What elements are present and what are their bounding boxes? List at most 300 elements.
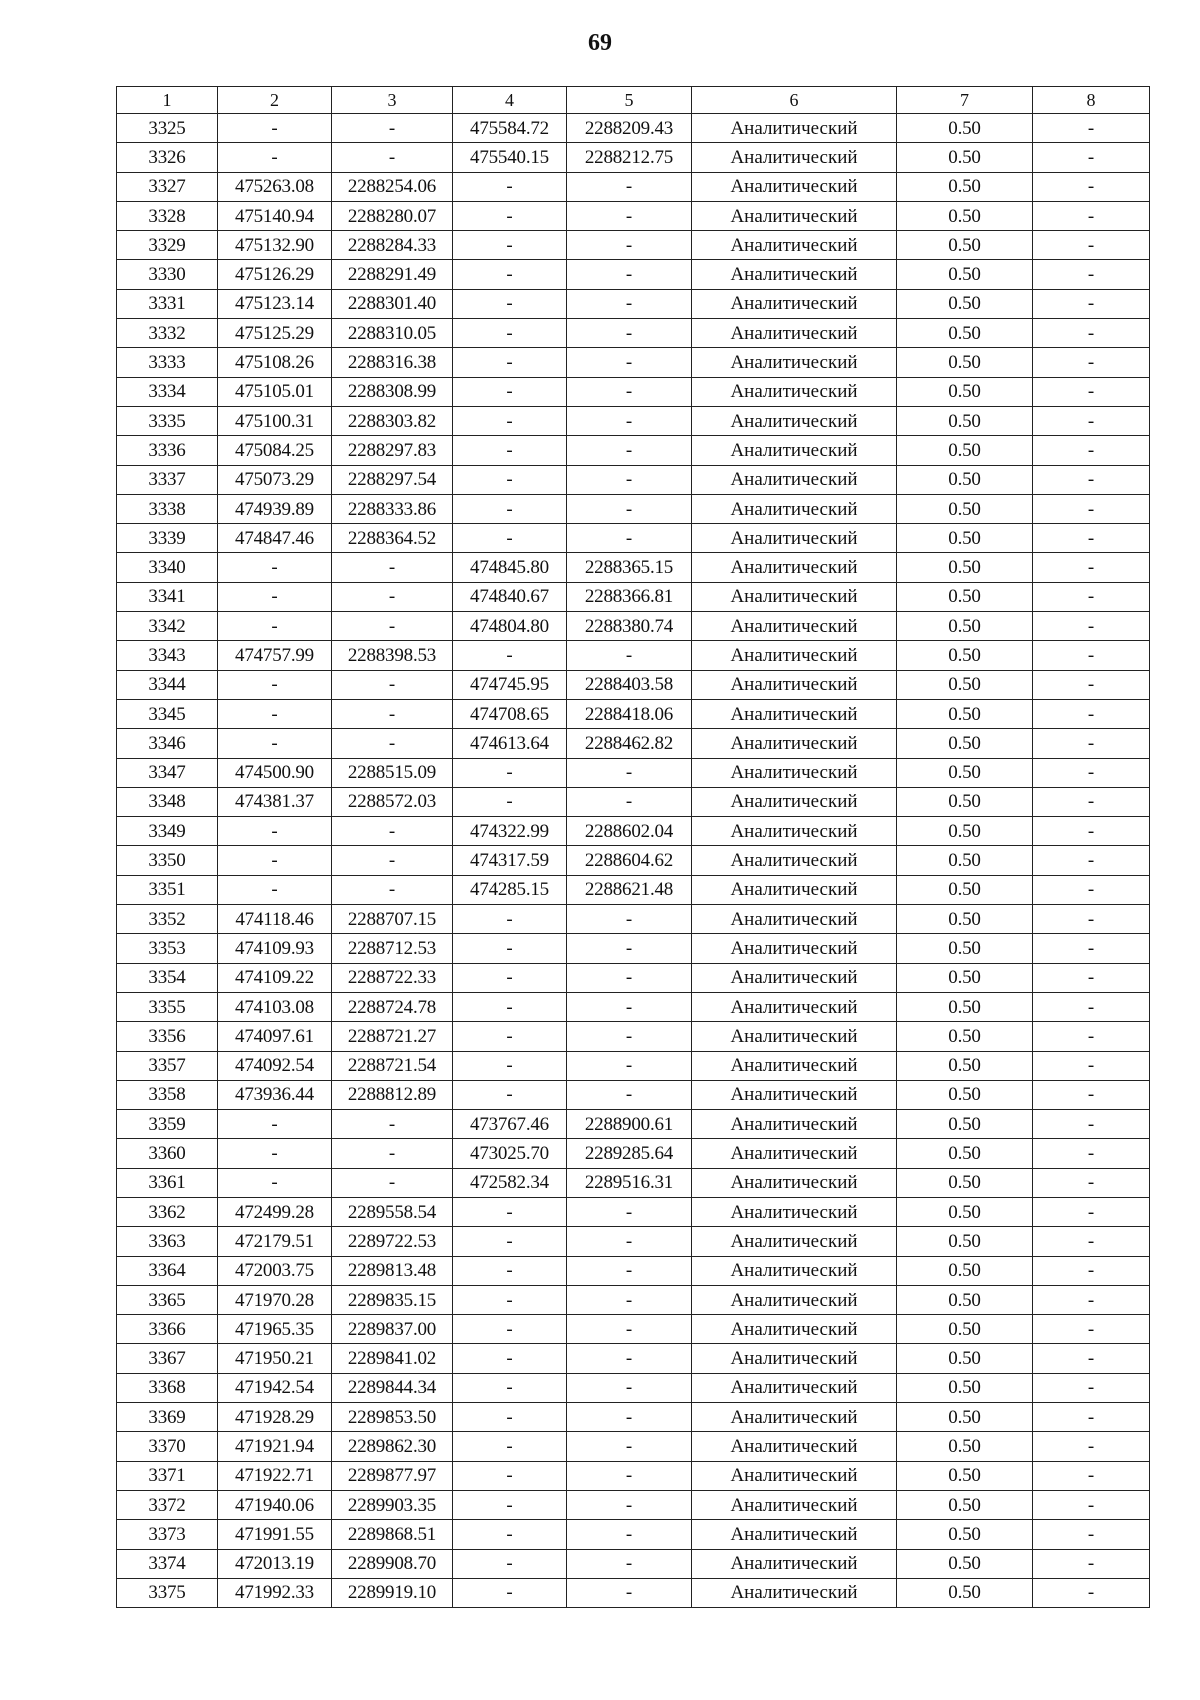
table-cell: 0.50 bbox=[897, 1022, 1033, 1051]
table-cell: 2288604.62 bbox=[567, 846, 692, 875]
table-cell: - bbox=[218, 143, 332, 172]
table-cell: 2288462.82 bbox=[567, 729, 692, 758]
table-cell: 3364 bbox=[117, 1256, 218, 1285]
table-cell: - bbox=[453, 1022, 567, 1051]
table-cell: 3326 bbox=[117, 143, 218, 172]
table-cell: 2288602.04 bbox=[567, 817, 692, 846]
table-cell: 0.50 bbox=[897, 699, 1033, 728]
table-cell: Аналитический bbox=[692, 1578, 897, 1607]
table-cell: 473767.46 bbox=[453, 1110, 567, 1139]
table-cell: - bbox=[1033, 1315, 1150, 1344]
table-cell: 3368 bbox=[117, 1373, 218, 1402]
table-cell: Аналитический bbox=[692, 758, 897, 787]
table-cell: Аналитический bbox=[692, 1403, 897, 1432]
table-cell: - bbox=[453, 758, 567, 787]
table-cell: 0.50 bbox=[897, 1432, 1033, 1461]
table-cell: Аналитический bbox=[692, 201, 897, 230]
table-cell: 3374 bbox=[117, 1549, 218, 1578]
table-cell: Аналитический bbox=[692, 817, 897, 846]
table-cell: - bbox=[218, 1110, 332, 1139]
table-cell: 2288284.33 bbox=[332, 231, 453, 260]
table-cell: - bbox=[567, 289, 692, 318]
table-cell: - bbox=[1033, 465, 1150, 494]
table-cell: 472499.28 bbox=[218, 1197, 332, 1226]
table-cell: 474613.64 bbox=[453, 729, 567, 758]
table-cell: Аналитический bbox=[692, 406, 897, 435]
table-cell: - bbox=[453, 1403, 567, 1432]
table-row bbox=[117, 494, 1150, 523]
table-cell: - bbox=[567, 1285, 692, 1314]
table-cell: 2288364.52 bbox=[332, 524, 453, 553]
table-cell: - bbox=[1033, 1578, 1150, 1607]
table-cell: 2288365.15 bbox=[567, 553, 692, 582]
table-cell: - bbox=[567, 1403, 692, 1432]
table-cell: - bbox=[567, 377, 692, 406]
table-cell: Аналитический bbox=[692, 1051, 897, 1080]
table-cell: 0.50 bbox=[897, 494, 1033, 523]
table-cell: 2288291.49 bbox=[332, 260, 453, 289]
table-cell: 3372 bbox=[117, 1490, 218, 1519]
table-cell: 0.50 bbox=[897, 641, 1033, 670]
table-cell: - bbox=[567, 1520, 692, 1549]
table-row bbox=[117, 1373, 1150, 1402]
table-cell: 2289862.30 bbox=[332, 1432, 453, 1461]
table-cell: Аналитический bbox=[692, 231, 897, 260]
table-cell: - bbox=[332, 875, 453, 904]
table-cell: - bbox=[453, 787, 567, 816]
table-cell: Аналитический bbox=[692, 1256, 897, 1285]
page-number: 69 bbox=[588, 30, 612, 56]
table-cell: Аналитический bbox=[692, 875, 897, 904]
table-cell: 3353 bbox=[117, 934, 218, 963]
table-cell: 3373 bbox=[117, 1520, 218, 1549]
table-cell: Аналитический bbox=[692, 1490, 897, 1519]
table-cell: Аналитический bbox=[692, 377, 897, 406]
table-cell: 0.50 bbox=[897, 348, 1033, 377]
table-cell: 2289877.97 bbox=[332, 1461, 453, 1490]
table-row bbox=[117, 1315, 1150, 1344]
table-cell: - bbox=[1033, 612, 1150, 641]
table-cell: - bbox=[453, 1256, 567, 1285]
table-cell: 474847.46 bbox=[218, 524, 332, 553]
table-row bbox=[117, 260, 1150, 289]
table-cell: - bbox=[1033, 231, 1150, 260]
table-cell: 0.50 bbox=[897, 1110, 1033, 1139]
table-cell: 2288724.78 bbox=[332, 992, 453, 1021]
table-cell: - bbox=[332, 1168, 453, 1197]
table-cell: 3349 bbox=[117, 817, 218, 846]
table-cell: 3350 bbox=[117, 846, 218, 875]
table-row bbox=[117, 553, 1150, 582]
table-cell: 471922.71 bbox=[218, 1461, 332, 1490]
table-cell: 472582.34 bbox=[453, 1168, 567, 1197]
table-row bbox=[117, 524, 1150, 553]
table-cell: 0.50 bbox=[897, 1168, 1033, 1197]
table-cell: - bbox=[453, 1578, 567, 1607]
table-cell: 3366 bbox=[117, 1315, 218, 1344]
table-cell: 474118.46 bbox=[218, 905, 332, 934]
table-cell: - bbox=[567, 436, 692, 465]
table-cell: 2289903.35 bbox=[332, 1490, 453, 1519]
table-cell: - bbox=[218, 612, 332, 641]
table-cell: - bbox=[218, 846, 332, 875]
table-cell: 474845.80 bbox=[453, 553, 567, 582]
table-cell: - bbox=[453, 1490, 567, 1519]
table-cell: - bbox=[332, 846, 453, 875]
table-row bbox=[117, 729, 1150, 758]
table-cell: 0.50 bbox=[897, 553, 1033, 582]
table-cell: 2288398.53 bbox=[332, 641, 453, 670]
table-cell: 0.50 bbox=[897, 729, 1033, 758]
table-cell: 475126.29 bbox=[218, 260, 332, 289]
table-row bbox=[117, 1080, 1150, 1109]
table-cell: - bbox=[1033, 1022, 1150, 1051]
table-cell: 474109.93 bbox=[218, 934, 332, 963]
table-cell: 2288721.54 bbox=[332, 1051, 453, 1080]
table-cell: 3346 bbox=[117, 729, 218, 758]
table-cell: 471921.94 bbox=[218, 1432, 332, 1461]
table-cell: Аналитический bbox=[692, 787, 897, 816]
table-cell: 475263.08 bbox=[218, 172, 332, 201]
table-cell: 0.50 bbox=[897, 1373, 1033, 1402]
table-cell: - bbox=[218, 582, 332, 611]
table-cell: 3359 bbox=[117, 1110, 218, 1139]
table-cell: - bbox=[218, 729, 332, 758]
table-cell: 0.50 bbox=[897, 1520, 1033, 1549]
table-cell: Аналитический bbox=[692, 114, 897, 143]
table-cell: - bbox=[567, 465, 692, 494]
table-cell: 0.50 bbox=[897, 201, 1033, 230]
table-cell: 3335 bbox=[117, 406, 218, 435]
table-cell: Аналитический bbox=[692, 289, 897, 318]
table-cell: 3370 bbox=[117, 1432, 218, 1461]
table-cell: Аналитический bbox=[692, 1373, 897, 1402]
table-cell: - bbox=[453, 1080, 567, 1109]
table-cell: 3371 bbox=[117, 1461, 218, 1490]
table-cell: 474097.61 bbox=[218, 1022, 332, 1051]
table-cell: 0.50 bbox=[897, 963, 1033, 992]
table-cell: 2288722.33 bbox=[332, 963, 453, 992]
table-cell: 3340 bbox=[117, 553, 218, 582]
table-cell: 474103.08 bbox=[218, 992, 332, 1021]
table-row bbox=[117, 963, 1150, 992]
table-cell: 2288333.86 bbox=[332, 494, 453, 523]
table-cell: - bbox=[1033, 1373, 1150, 1402]
column-header: 7 bbox=[897, 87, 1033, 114]
table-cell: 471991.55 bbox=[218, 1520, 332, 1549]
table-cell: Аналитический bbox=[692, 992, 897, 1021]
table-cell: - bbox=[1033, 1520, 1150, 1549]
table-cell: 475084.25 bbox=[218, 436, 332, 465]
table-cell: 2288403.58 bbox=[567, 670, 692, 699]
table-cell: - bbox=[1033, 846, 1150, 875]
table-row bbox=[117, 1432, 1150, 1461]
table-cell: Аналитический bbox=[692, 641, 897, 670]
table-cell: Аналитический bbox=[692, 1461, 897, 1490]
table-cell: 475132.90 bbox=[218, 231, 332, 260]
table-cell: 3339 bbox=[117, 524, 218, 553]
table-cell: 0.50 bbox=[897, 377, 1033, 406]
table-cell: - bbox=[218, 114, 332, 143]
table-body bbox=[117, 114, 1150, 1608]
table-cell: - bbox=[332, 114, 453, 143]
table-cell: - bbox=[1033, 319, 1150, 348]
table-cell: - bbox=[567, 905, 692, 934]
table-cell: - bbox=[567, 260, 692, 289]
table-cell: - bbox=[1033, 114, 1150, 143]
table-cell: 0.50 bbox=[897, 114, 1033, 143]
table-cell: - bbox=[567, 172, 692, 201]
table-cell: 2288721.27 bbox=[332, 1022, 453, 1051]
table-cell: - bbox=[1033, 787, 1150, 816]
table-cell: - bbox=[1033, 758, 1150, 787]
table-cell: - bbox=[453, 377, 567, 406]
table-cell: 475540.15 bbox=[453, 143, 567, 172]
table-cell: 474745.95 bbox=[453, 670, 567, 699]
table-row bbox=[117, 1490, 1150, 1519]
table-row bbox=[117, 1022, 1150, 1051]
table-cell: 474804.80 bbox=[453, 612, 567, 641]
table-cell: - bbox=[218, 875, 332, 904]
table-cell: - bbox=[567, 641, 692, 670]
table-cell: 471970.28 bbox=[218, 1285, 332, 1314]
table-row bbox=[117, 319, 1150, 348]
table-cell: Аналитический bbox=[692, 846, 897, 875]
table-row bbox=[117, 817, 1150, 846]
table-cell: - bbox=[567, 1490, 692, 1519]
table-cell: 3354 bbox=[117, 963, 218, 992]
table-cell: Аналитический bbox=[692, 436, 897, 465]
table-cell: 0.50 bbox=[897, 787, 1033, 816]
table-cell: - bbox=[567, 1373, 692, 1402]
table-cell: - bbox=[567, 1461, 692, 1490]
table-cell: 2288515.09 bbox=[332, 758, 453, 787]
table-cell: - bbox=[1033, 348, 1150, 377]
table-row bbox=[117, 377, 1150, 406]
table-cell: 475123.14 bbox=[218, 289, 332, 318]
table-cell: 0.50 bbox=[897, 1315, 1033, 1344]
table-cell: - bbox=[453, 1432, 567, 1461]
table-cell: 0.50 bbox=[897, 582, 1033, 611]
table-cell: 2288712.53 bbox=[332, 934, 453, 963]
table-cell: 0.50 bbox=[897, 1256, 1033, 1285]
table-cell: - bbox=[1033, 1051, 1150, 1080]
table-cell: - bbox=[1033, 1080, 1150, 1109]
table-cell: 2288310.05 bbox=[332, 319, 453, 348]
table-cell: 3348 bbox=[117, 787, 218, 816]
table-cell: - bbox=[1033, 817, 1150, 846]
table-cell: - bbox=[1033, 1432, 1150, 1461]
table-cell: 2288572.03 bbox=[332, 787, 453, 816]
table-cell: 2288707.15 bbox=[332, 905, 453, 934]
table-cell: Аналитический bbox=[692, 1549, 897, 1578]
table-cell: 0.50 bbox=[897, 319, 1033, 348]
table-row bbox=[117, 1520, 1150, 1549]
table-cell: 471940.06 bbox=[218, 1490, 332, 1519]
table-cell: 3344 bbox=[117, 670, 218, 699]
table-cell: 475108.26 bbox=[218, 348, 332, 377]
table-cell: 0.50 bbox=[897, 1344, 1033, 1373]
table-cell: 2288900.61 bbox=[567, 1110, 692, 1139]
table-cell: - bbox=[567, 1022, 692, 1051]
table-row bbox=[117, 143, 1150, 172]
table-cell: - bbox=[567, 992, 692, 1021]
table-cell: - bbox=[1033, 1139, 1150, 1168]
table-cell: 0.50 bbox=[897, 1403, 1033, 1432]
table-cell: - bbox=[453, 1227, 567, 1256]
table-cell: Аналитический bbox=[692, 1139, 897, 1168]
table-cell: 0.50 bbox=[897, 1549, 1033, 1578]
table-cell: - bbox=[1033, 992, 1150, 1021]
table-cell: 2289558.54 bbox=[332, 1197, 453, 1226]
table-cell: 2289837.00 bbox=[332, 1315, 453, 1344]
coordinate-table bbox=[116, 86, 1150, 1608]
table-cell: - bbox=[453, 260, 567, 289]
table-cell: 3332 bbox=[117, 319, 218, 348]
table-cell: Аналитический bbox=[692, 1432, 897, 1461]
table-cell: 2288418.06 bbox=[567, 699, 692, 728]
column-header: 1 bbox=[117, 87, 218, 114]
table-cell: 3325 bbox=[117, 114, 218, 143]
table-cell: - bbox=[567, 524, 692, 553]
table-cell: 475584.72 bbox=[453, 114, 567, 143]
column-header: 8 bbox=[1033, 87, 1150, 114]
table-cell: 0.50 bbox=[897, 465, 1033, 494]
table-cell: - bbox=[453, 289, 567, 318]
table-row bbox=[117, 231, 1150, 260]
table-cell: 2289919.10 bbox=[332, 1578, 453, 1607]
table-cell: - bbox=[1033, 1168, 1150, 1197]
table-cell: - bbox=[1033, 172, 1150, 201]
table-cell: - bbox=[453, 1520, 567, 1549]
table-cell: 3331 bbox=[117, 289, 218, 318]
table-cell: 3343 bbox=[117, 641, 218, 670]
table-cell: 0.50 bbox=[897, 1461, 1033, 1490]
table-cell: 474322.99 bbox=[453, 817, 567, 846]
table-cell: - bbox=[1033, 377, 1150, 406]
table-cell: - bbox=[567, 1080, 692, 1109]
table-row bbox=[117, 289, 1150, 318]
table-cell: 3337 bbox=[117, 465, 218, 494]
table-cell: Аналитический bbox=[692, 612, 897, 641]
table-cell: 2288301.40 bbox=[332, 289, 453, 318]
table-cell: - bbox=[1033, 1285, 1150, 1314]
table-row bbox=[117, 465, 1150, 494]
table-cell: 2289868.51 bbox=[332, 1520, 453, 1549]
table-cell: - bbox=[453, 1285, 567, 1314]
table-cell: 3328 bbox=[117, 201, 218, 230]
table-cell: - bbox=[1033, 875, 1150, 904]
table-cell: 3336 bbox=[117, 436, 218, 465]
table-cell: - bbox=[453, 1373, 567, 1402]
table-row bbox=[117, 1549, 1150, 1578]
table-cell: 0.50 bbox=[897, 1578, 1033, 1607]
table-cell: Аналитический bbox=[692, 1227, 897, 1256]
table-cell: - bbox=[453, 934, 567, 963]
table-row bbox=[117, 1578, 1150, 1607]
table-row bbox=[117, 1227, 1150, 1256]
table-cell: Аналитический bbox=[692, 319, 897, 348]
table-cell: 3330 bbox=[117, 260, 218, 289]
table-cell: - bbox=[567, 934, 692, 963]
table-cell: - bbox=[1033, 1256, 1150, 1285]
table-cell: - bbox=[332, 553, 453, 582]
table-cell: - bbox=[567, 1344, 692, 1373]
table-cell: 0.50 bbox=[897, 406, 1033, 435]
table-cell: - bbox=[218, 670, 332, 699]
table-cell: - bbox=[1033, 582, 1150, 611]
table-cell: Аналитический bbox=[692, 963, 897, 992]
table-cell: 3334 bbox=[117, 377, 218, 406]
table-cell: - bbox=[567, 1578, 692, 1607]
table-row bbox=[117, 172, 1150, 201]
table-cell: Аналитический bbox=[692, 670, 897, 699]
table-cell: - bbox=[567, 963, 692, 992]
table-cell: Аналитический bbox=[692, 1344, 897, 1373]
table-cell: - bbox=[567, 348, 692, 377]
table-row bbox=[117, 114, 1150, 143]
table-row bbox=[117, 905, 1150, 934]
table-cell: 471965.35 bbox=[218, 1315, 332, 1344]
table-row bbox=[117, 1285, 1150, 1314]
table-cell: - bbox=[567, 201, 692, 230]
table-cell: 3329 bbox=[117, 231, 218, 260]
table-row bbox=[117, 1110, 1150, 1139]
table-cell: - bbox=[218, 699, 332, 728]
table-cell: 475100.31 bbox=[218, 406, 332, 435]
table-row bbox=[117, 934, 1150, 963]
table-cell: - bbox=[453, 201, 567, 230]
table-cell: 474939.89 bbox=[218, 494, 332, 523]
table-cell: 0.50 bbox=[897, 289, 1033, 318]
table-cell: - bbox=[453, 319, 567, 348]
table-cell: - bbox=[567, 1227, 692, 1256]
table-cell: 0.50 bbox=[897, 524, 1033, 553]
table-cell: - bbox=[453, 524, 567, 553]
table-cell: - bbox=[567, 787, 692, 816]
table-cell: Аналитический bbox=[692, 1520, 897, 1549]
table-cell: 474500.90 bbox=[218, 758, 332, 787]
table-cell: 3352 bbox=[117, 905, 218, 934]
table-cell: 474708.65 bbox=[453, 699, 567, 728]
table-cell: - bbox=[567, 1197, 692, 1226]
table-cell: 0.50 bbox=[897, 846, 1033, 875]
table-cell: 2288366.81 bbox=[567, 582, 692, 611]
table-cell: Аналитический bbox=[692, 1080, 897, 1109]
table-cell: - bbox=[453, 231, 567, 260]
table-cell: Аналитический bbox=[692, 729, 897, 758]
table-cell: 0.50 bbox=[897, 1490, 1033, 1519]
table-cell: 0.50 bbox=[897, 934, 1033, 963]
table-cell: Аналитический bbox=[692, 699, 897, 728]
table-cell: Аналитический bbox=[692, 524, 897, 553]
table-cell: 0.50 bbox=[897, 905, 1033, 934]
table-cell: - bbox=[453, 963, 567, 992]
table-cell: 0.50 bbox=[897, 875, 1033, 904]
table-cell: 2288308.99 bbox=[332, 377, 453, 406]
table-cell: 2289835.15 bbox=[332, 1285, 453, 1314]
table-row bbox=[117, 1168, 1150, 1197]
table-row bbox=[117, 699, 1150, 728]
table-cell: 2288316.38 bbox=[332, 348, 453, 377]
table-cell: - bbox=[1033, 1227, 1150, 1256]
table-cell: - bbox=[453, 1315, 567, 1344]
table-cell: 2289844.34 bbox=[332, 1373, 453, 1402]
table-cell: - bbox=[567, 319, 692, 348]
table-row bbox=[117, 1461, 1150, 1490]
table-cell: - bbox=[1033, 436, 1150, 465]
table-cell: Аналитический bbox=[692, 1315, 897, 1344]
